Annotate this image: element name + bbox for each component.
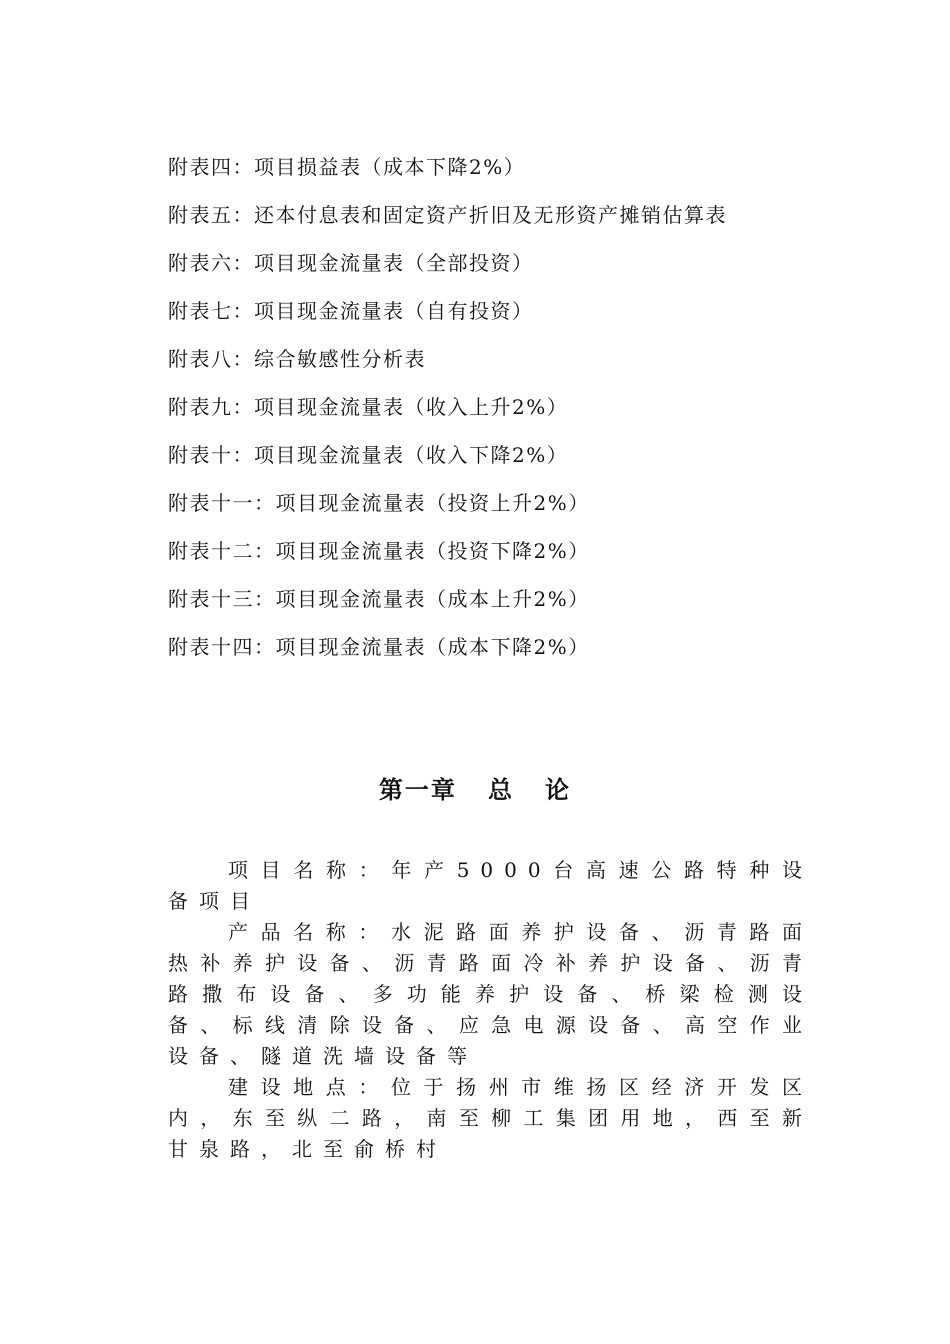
appendix-item-12: 附表十二：项目现金流量表（投资下降2%） (168, 539, 590, 563)
appendix-item-4: 附表四：项目损益表（成本下降2%） (168, 155, 526, 179)
appendix-item-14: 附表十四：项目现金流量表（成本下降2%） (168, 635, 590, 659)
appendix-item-13: 附表十三：项目现金流量表（成本上升2%） (168, 587, 590, 611)
appendix-item-6: 附表六：项目现金流量表（全部投资） (168, 251, 534, 275)
location-paragraph: 建设地点：位于扬州市维扬区经济开发区内，东至纵二路，南至柳工集团用地，西至新甘泉路，北至俞桥村 (168, 1075, 813, 1161)
appendix-item-8: 附表八：综合敏感性分析表 (168, 347, 426, 371)
project-name-paragraph: 项目名称：年产5000台高速公路特种设备项目 (168, 858, 813, 913)
chapter-title: 第一章 总 论 (378, 775, 572, 804)
appendix-list (168, 150, 828, 678)
appendix-item-7: 附表七：项目现金流量表（自有投资） (168, 299, 534, 323)
overview-section (168, 855, 813, 1165)
appendix-item-11: 附表十一：项目现金流量表（投资上升2%） (168, 491, 590, 515)
appendix-item-9: 附表九：项目现金流量表（收入上升2%） (168, 395, 569, 419)
product-name-paragraph: 产品名称：水泥路面养护设备、沥青路面热补养护设备、沥青路面冷补养护设备、沥青路撒布设备、多功能养护设备、桥梁检测设备、标线清除设备、应急电源设备、高空作业设备、隧道洗墙设备等 (168, 920, 813, 1068)
appendix-item-10: 附表十：项目现金流量表（收入下降2%） (168, 443, 569, 467)
appendix-item-5: 附表五：还本付息表和固定资产折旧及无形资产摊销估算表 (168, 203, 727, 227)
